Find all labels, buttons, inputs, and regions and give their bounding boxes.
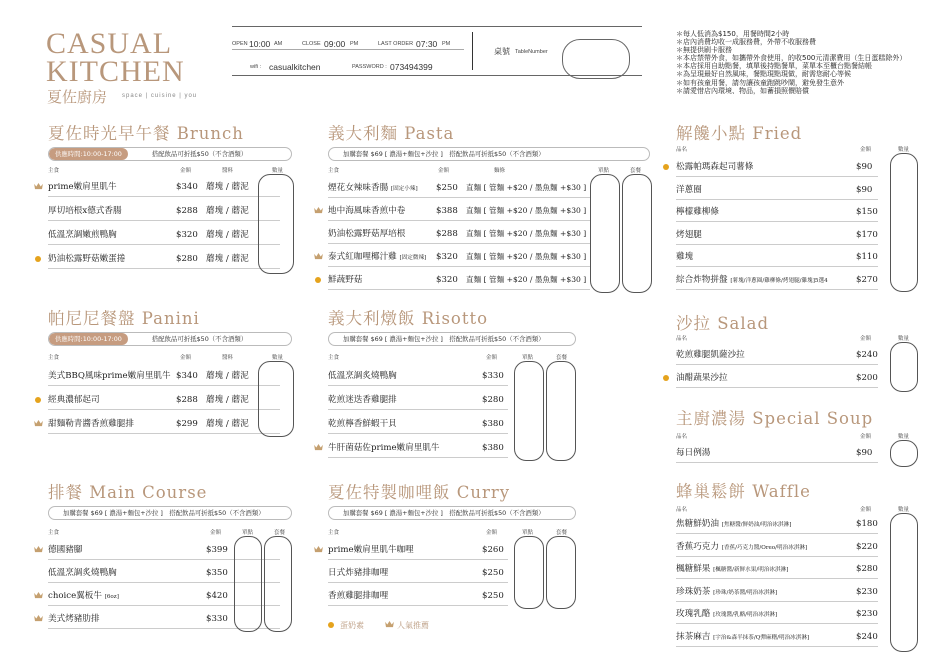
item-name: 油醋蔬果沙拉: [676, 373, 728, 383]
menu-item-name: [48, 254, 125, 264]
table-label: 桌號: [494, 47, 510, 56]
risotto-header-set: 套餐: [556, 355, 568, 361]
brunch-order-box-0[interactable]: [258, 174, 294, 274]
item-name: 乾煎迷迭香雞腿排: [328, 395, 397, 405]
menu-item-price: $250: [436, 183, 458, 193]
row-divider: [48, 220, 280, 221]
lastorder-ampm: PM: [442, 41, 451, 47]
item-name: 乾煎檸香鮮蝦干貝: [328, 419, 397, 429]
panini-header-qty: 數量: [272, 355, 284, 361]
salad-header-name: 品名: [676, 336, 688, 342]
menu-item-price: $180: [856, 519, 878, 529]
panini-header-price: 金額: [180, 355, 192, 361]
row-divider: [676, 221, 878, 222]
item-note: [香蕉/巧克力醬/Oreo/明治冰淇淋]: [721, 544, 808, 551]
row-divider: [676, 364, 878, 365]
menu-item-name: [676, 587, 777, 598]
menu-item-price: $90: [856, 162, 873, 172]
item-name: 日式炸豬排咖哩: [328, 568, 389, 578]
brand-chinese: 夏佐廚房: [47, 88, 108, 106]
soup-title: 主廚濃湯 Special Soup: [676, 409, 874, 428]
row-divider: [328, 385, 508, 386]
password-value: 073494399: [390, 62, 433, 72]
item-note: [珍珠/奶茶醬/明治冰淇淋]: [713, 589, 778, 596]
close-value: 09:00: [324, 39, 346, 49]
item-note: [固定小辣]: [390, 186, 418, 192]
info-vertical-divider: [472, 32, 473, 70]
salad-header-price: 金額: [860, 336, 872, 342]
fried-header-name: 品名: [676, 147, 688, 153]
menu-item-name: [676, 275, 828, 286]
rule-item: ＊本店禁帶外食，如攜帶外食使用，的收500元清潔費用（生日蛋糕除外）: [676, 54, 907, 63]
item-name: 焦糖鮮奶油: [676, 519, 719, 529]
row-divider: [328, 266, 590, 267]
menu-item-name: [676, 564, 788, 575]
info-divider: [232, 49, 464, 50]
service-hours-tag: 供應時間:10:00-17:00: [49, 148, 128, 160]
row-divider: [676, 176, 878, 177]
menu-item-sauce: 蘑塊 / 蘑泥: [206, 419, 249, 429]
pasta-header-set: 套餐: [630, 168, 642, 174]
egg-milk-dot-icon: [35, 397, 41, 403]
offer-text: 加購套餐 $69 [ 濃湯+麵包+沙拉 ] 搭配飲品可折抵$50（不含酒類）: [343, 509, 545, 517]
menu-item-name: [48, 568, 117, 578]
row-divider: [676, 244, 878, 245]
crown-icon: [314, 444, 323, 451]
menu-item-price: $340: [176, 182, 198, 192]
item-name: 雞塊: [676, 252, 694, 262]
row-divider: [676, 556, 878, 557]
salad-title: 沙拉 Salad: [676, 314, 770, 333]
row-divider: [48, 268, 280, 269]
egg-milk-dot-icon: [35, 256, 41, 262]
fried-header-price: 金額: [860, 147, 872, 153]
menu-item-price: $380: [482, 443, 504, 453]
brand-title-line2: KITCHEN: [46, 55, 185, 88]
item-name: 經典濃郁起司: [48, 395, 100, 405]
menu-item-sauce: 蘑塊 / 蘑泥: [206, 395, 249, 405]
close-label: CLOSE: [302, 41, 321, 47]
close-ampm: PM: [350, 41, 359, 47]
menu-item-name: [48, 614, 100, 624]
menu-item-name: [328, 568, 388, 578]
menu-item-name: [48, 395, 100, 405]
main_course-offer-pill: [48, 506, 292, 520]
row-divider: [48, 433, 280, 434]
crown-icon: [385, 621, 394, 628]
egg-milk-dot-icon: [663, 164, 669, 170]
menu-item-price: $270: [856, 274, 878, 285]
row-divider: [328, 582, 508, 583]
curry-offer-pill: [328, 506, 576, 520]
lastorder-value: 07:30: [416, 39, 438, 49]
row-divider: [676, 289, 878, 290]
row-divider: [328, 409, 508, 410]
panini-title: 帕尼尼餐盤 Panini: [48, 309, 200, 328]
menu-item-price: $299: [176, 419, 198, 429]
menu-item-price: $250: [482, 591, 504, 601]
menu-item-sauce: 蘑塊 / 蘑泥: [206, 182, 249, 192]
menu-item-price: $320: [436, 275, 458, 285]
menu-item-name: [328, 591, 388, 601]
pasta-header-price: 金額: [438, 168, 450, 174]
item-name: 檸檬雞柳條: [676, 207, 719, 217]
main_course-order-box-1[interactable]: [264, 536, 292, 632]
menu-item-price: $220: [856, 541, 878, 552]
menu-item-name: [328, 229, 405, 239]
menu-item-price: $240: [856, 631, 878, 642]
menu-item-price: $288: [176, 395, 198, 405]
waffle-header-price: 金額: [860, 507, 872, 513]
menu-item-name: [676, 519, 791, 530]
offer-text: 加購套餐 $69 [ 濃湯+麵包+沙拉 ] 搭配飲品可折抵$50（不含酒類）: [63, 509, 265, 517]
rule-item: ＊店內消費均收一成服務費，外帶不收服務費: [676, 38, 816, 47]
row-divider: [328, 433, 508, 434]
menu-item-name: [676, 448, 710, 458]
menu-item-noodle: 直麵 [ 管麵 +$20 / 墨魚麵 +$30 ]: [466, 229, 587, 238]
legend-popular: 人氣推薦: [397, 621, 429, 630]
menu-item-name: [676, 350, 745, 360]
crown-icon: [34, 420, 43, 427]
pasta-title: 義大利麵 Pasta: [328, 124, 455, 143]
rule-item: ＊如有孩童用餐，請勿讓孩童跑跳吵鬧，避免發生意外: [676, 78, 844, 87]
item-name: 洋蔥圈: [676, 184, 702, 195]
soup-header-name: 品名: [676, 434, 688, 440]
row-divider: [328, 559, 508, 560]
crown-icon: [34, 546, 43, 553]
menu-item-noodle: 直麵 [ 管麵 +$20 / 墨魚麵 +$30 ]: [466, 275, 587, 284]
row-divider: [48, 409, 280, 410]
waffle-title: 蜂巢鬆餅 Waffle: [676, 482, 811, 501]
menu-item-name: [48, 206, 122, 216]
row-divider: [328, 197, 590, 198]
menu-item-noodle: 直麵 [ 管麵 +$20 / 墨魚麵 +$30 ]: [466, 252, 587, 261]
waffle-header-name: 品名: [676, 507, 688, 513]
menu-item-name: [48, 182, 117, 192]
menu-item-name: [328, 206, 405, 216]
item-name: 德國豬腳: [48, 545, 83, 555]
item-name: 香煎雞腿排咖哩: [328, 591, 389, 601]
menu-item-price: $90: [856, 184, 873, 195]
menu-item-name: [676, 185, 702, 195]
item-name: 奶油松露野菇厚培根: [328, 229, 406, 239]
menu-item-price: $90: [856, 448, 873, 458]
menu-item-price: $320: [436, 252, 458, 262]
menu-item-sauce: 蘑塊 / 蘑泥: [206, 254, 249, 264]
rule-item: ＊請愛惜店內環境、物品，如蓄損照價賠償: [676, 86, 809, 95]
menu-item-name: [676, 632, 809, 643]
item-name: 厚切培根x德式香腸: [48, 206, 122, 216]
menu-item-price: $330: [206, 614, 228, 624]
menu-item-name: [48, 545, 82, 555]
main_course-title: 排餐 Main Course: [48, 483, 208, 502]
item-name: 泰式紅咖哩椰汁雞: [328, 252, 397, 262]
item-note: [玫瑰醬/乳酪/明治冰淇淋]: [713, 612, 778, 618]
item-name: 美式烤豬肋排: [48, 614, 100, 624]
row-divider: [48, 385, 280, 386]
menu-item-price: $330: [482, 371, 504, 381]
brand-tagline: space | cuisine | you: [122, 93, 198, 99]
brand-title-line1: CASUAL: [46, 27, 173, 60]
menu-item-price: $250: [482, 568, 504, 578]
menu-item-price: $200: [856, 373, 878, 383]
menu-item-noodle: 直麵 [ 管麵 +$20 / 墨魚麵 +$30 ]: [466, 183, 587, 192]
row-divider: [48, 196, 280, 197]
offer-text: 搭配飲品可折抵$50（不含酒類）: [151, 335, 248, 343]
menu-item-price: $350: [206, 568, 228, 578]
fried-header-qty: 數量: [898, 147, 910, 153]
brunch-offer-pill: [48, 147, 292, 161]
rule-item: ＊每人低消為$150，用餐時間2小時: [676, 30, 790, 38]
waffle-order-box-0[interactable]: [890, 513, 918, 652]
curry-order-box-0[interactable]: [514, 536, 544, 609]
lastorder-label: LAST ORDER: [378, 41, 414, 47]
row-divider: [676, 578, 878, 579]
soup-header-price: 金額: [860, 434, 872, 440]
crown-icon: [314, 207, 323, 214]
row-divider: [328, 220, 590, 221]
item-name: 低溫烹調炙燒鴨胸: [48, 568, 117, 578]
row-divider: [676, 623, 878, 624]
item-name: prime嫩肩里肌牛咖哩: [328, 545, 414, 555]
item-name: 地中海風味香煎中卷: [328, 206, 406, 216]
menu-item-price: $280: [176, 254, 198, 264]
password-label: PASSWORD :: [352, 64, 387, 70]
menu-item-price: $280: [856, 564, 878, 574]
brunch-title: 夏佐時光早午餐 Brunch: [48, 124, 244, 143]
menu-item-price: $240: [856, 350, 878, 360]
menu-item-name: [328, 443, 440, 453]
rule-item: ＊本店採用自助點餐，填單後持點餐單，菜單本至櫃台點餐結帳: [676, 62, 872, 71]
row-divider: [676, 199, 878, 200]
item-name: 低溫烹調炙燒鴨胸: [328, 371, 397, 381]
curry-header-main: 主食: [328, 530, 340, 536]
menu-item-name: [48, 591, 119, 602]
risotto-header-single: 單點: [522, 355, 534, 361]
menu-item-sauce: 蘑塊 / 蘑泥: [206, 230, 249, 240]
offer-text: 搭配飲品可折抵$50（不含酒類）: [151, 150, 248, 158]
item-name: 每日例湯: [676, 448, 711, 458]
menu-item-price: $320: [176, 230, 198, 240]
panini-order-box-0[interactable]: [258, 361, 294, 437]
risotto-header-price: 金額: [486, 355, 498, 361]
item-note: [楓糖醬/新鮮水果/明治冰淇淋]: [713, 567, 789, 573]
item-name: 牛肝菌菇佐prime嫩肩里肌牛: [328, 443, 440, 453]
panini-header-sauce: 醬料: [222, 355, 234, 361]
menu-item-price: $170: [856, 229, 878, 240]
soup-order-box-0[interactable]: [890, 440, 918, 467]
info-box: [232, 26, 642, 76]
menu-item-sauce: 蘑塊 / 蘑泥: [206, 371, 249, 381]
legend-egg-milk: 蛋奶素: [340, 621, 364, 630]
brand-title: [46, 27, 185, 88]
item-name: 乾煎雞腿凱薩沙拉: [676, 350, 745, 360]
item-name: 甜麵勒青醬香煎雞腿排: [48, 419, 134, 429]
item-note: [宇治&森半抹茶/Q彈麻糬/明治冰淇淋]: [713, 634, 810, 641]
row-divider: [676, 601, 878, 602]
house-rules: [676, 30, 936, 95]
row-divider: [676, 387, 878, 388]
item-name: 珍珠奶茶: [676, 586, 711, 597]
risotto-order-box-0[interactable]: [514, 361, 544, 461]
menu-item-name: [676, 162, 753, 172]
pasta-offer-pill: [328, 147, 650, 161]
menu-item-name: [676, 230, 702, 240]
row-divider: [328, 457, 508, 458]
menu-item-name: [328, 395, 397, 405]
menu-item-price: $150: [856, 207, 878, 217]
wifi-value: casualkitchen: [269, 62, 321, 72]
menu-item-name: [328, 371, 397, 381]
curry-header-set: 套餐: [556, 530, 568, 536]
panini-offer-pill: [48, 332, 292, 346]
item-name: 綜合炸物拼盤: [676, 274, 728, 285]
row-divider: [328, 289, 590, 290]
salad-order-box-0[interactable]: [890, 342, 918, 392]
row-divider: [328, 605, 508, 606]
brunch-header-qty: 數量: [272, 168, 284, 174]
fried-order-box-0[interactable]: [890, 153, 918, 292]
menu-item-price: $260: [482, 545, 504, 555]
brunch-header-main: 主食: [48, 168, 60, 174]
item-name: 香蕉巧克力: [676, 541, 719, 552]
menu-item-name: [676, 207, 719, 217]
menu-item-name: [676, 373, 728, 383]
brunch-header-sauce: 醬料: [222, 168, 234, 174]
menu-item-price: $288: [176, 206, 198, 216]
crown-icon: [34, 592, 43, 599]
risotto-offer-pill: [328, 332, 576, 346]
menu-item-name: [328, 183, 418, 194]
main_course-header-set: 套餐: [274, 530, 286, 536]
open-value: 10:00: [249, 39, 271, 49]
row-divider: [676, 462, 878, 463]
menu-item-price: $388: [436, 206, 458, 216]
table-number-label: TableNumber: [515, 49, 548, 55]
item-note: [6oz]: [104, 594, 119, 600]
pasta-order-box-1[interactable]: [622, 174, 652, 293]
item-name: 煙花女辣味香腸: [328, 183, 389, 193]
egg-milk-dot-icon: [328, 622, 334, 628]
row-divider: [48, 244, 280, 245]
pasta-order-box-0[interactable]: [590, 174, 620, 293]
rule-item: ＊無提供刷卡服務: [676, 46, 732, 55]
item-note: [焦糖醬/鮮奶油/明治冰淇淋]: [721, 522, 792, 528]
soup-header-qty: 數量: [898, 434, 910, 440]
menu-item-name: [676, 542, 807, 553]
menu-item-name: [328, 545, 414, 555]
risotto-order-box-1[interactable]: [546, 361, 576, 461]
row-divider: [328, 243, 590, 244]
table-number-field[interactable]: [562, 39, 630, 79]
rule-item: ＊為呈現最好自然風味，餐點現點現做，耐需您耐心等候: [676, 70, 851, 79]
item-name: choice翼板牛: [48, 591, 102, 601]
menu-item-price: $399: [206, 545, 228, 555]
item-name: 楓糖鮮果: [676, 564, 711, 574]
open-ampm: AM: [274, 41, 283, 47]
curry-title: 夏佐特製咖哩飯 Curry: [328, 483, 511, 502]
item-name: 松露帕瑪森起司薯條: [676, 162, 754, 172]
main_course-header-price: 金額: [210, 530, 222, 536]
crown-icon: [314, 253, 323, 260]
brunch-header-price: 金額: [180, 168, 192, 174]
item-name: 奶油松露野菇嫩蛋捲: [48, 254, 126, 264]
crown-icon: [34, 615, 43, 622]
row-divider: [676, 533, 878, 534]
menu-item-price: $230: [856, 586, 878, 597]
risotto-header-main: 主食: [328, 355, 340, 361]
item-name: 玫瑰乳酪: [676, 609, 711, 619]
main_course-header-main: 主食: [48, 530, 60, 536]
menu-item-price: $420: [206, 591, 228, 601]
menu-item-noodle: 直麵 [ 管麵 +$20 / 墨魚麵 +$30 ]: [466, 206, 587, 215]
curry-header-single: 單點: [522, 530, 534, 536]
curry-header-price: 金額: [486, 530, 498, 536]
menu-item-price: $110: [856, 252, 878, 262]
menu-item-price: $380: [482, 419, 504, 429]
menu-item-price: $230: [856, 609, 878, 619]
row-divider: [676, 266, 878, 267]
row-divider: [676, 646, 878, 647]
menu-item-name: [676, 609, 777, 620]
item-name: 烤翅腿: [676, 229, 702, 240]
open-label: OPEN: [232, 41, 248, 47]
fried-title: 解饞小點 Fried: [676, 124, 803, 143]
menu-item-name: [328, 419, 397, 429]
waffle-header-qty: 數量: [898, 507, 910, 513]
menu-item-name: [328, 252, 426, 263]
risotto-title: 義大利燉飯 Risotto: [328, 309, 489, 328]
menu-item-price: $280: [482, 395, 504, 405]
menu-item-name: [48, 230, 117, 240]
main_course-header-single: 單點: [242, 530, 254, 536]
service-hours-tag: 供應時間:10:00-17:00: [49, 333, 128, 345]
crown-icon: [314, 546, 323, 553]
offer-text: 加購套餐 $69 [ 濃湯+麵包+沙拉 ] 搭配飲品可折抵$50（不含酒類）: [343, 335, 545, 343]
main_course-order-box-0[interactable]: [234, 536, 262, 632]
item-name: 抹茶麻吉: [676, 631, 711, 642]
salad-header-qty: 數量: [898, 336, 910, 342]
pasta-header-single: 單點: [598, 168, 610, 174]
wifi-label: wifi :: [250, 64, 261, 70]
menu-item-price: $340: [176, 371, 198, 381]
crown-icon: [34, 183, 43, 190]
panini-header-main: 主食: [48, 355, 60, 361]
menu-item-name: [328, 275, 362, 285]
pasta-header-noodle: 麵條: [494, 168, 506, 174]
curry-order-box-1[interactable]: [546, 536, 576, 609]
menu-item-name: [676, 252, 693, 262]
pasta-header-main: 主食: [328, 168, 340, 174]
menu-item-name: [48, 371, 171, 381]
item-name: 低溫烹調嫩煎鴨胸: [48, 230, 117, 240]
item-name: 鮮蔬野菇: [328, 275, 363, 285]
item-note: [薯塊/洋蔥圈/雞柳條/烤翅腿/雞塊]5選4: [730, 277, 828, 284]
menu-item-sauce: 蘑塊 / 蘑泥: [206, 206, 249, 216]
item-name: 美式BBQ風味prime嫩肩里肌牛: [48, 371, 171, 381]
item-name: prime嫩肩里肌牛: [48, 182, 117, 192]
menu-item-name: [48, 419, 134, 429]
offer-text: 加購套餐 $69 [ 濃湯+麵包+沙拉 ] 搭配飲品可折抵$50（不含酒類）: [343, 150, 545, 158]
egg-milk-dot-icon: [663, 375, 669, 381]
egg-milk-dot-icon: [315, 277, 321, 283]
item-note: [固定微辣]: [399, 255, 427, 261]
menu-item-price: $288: [436, 229, 458, 239]
